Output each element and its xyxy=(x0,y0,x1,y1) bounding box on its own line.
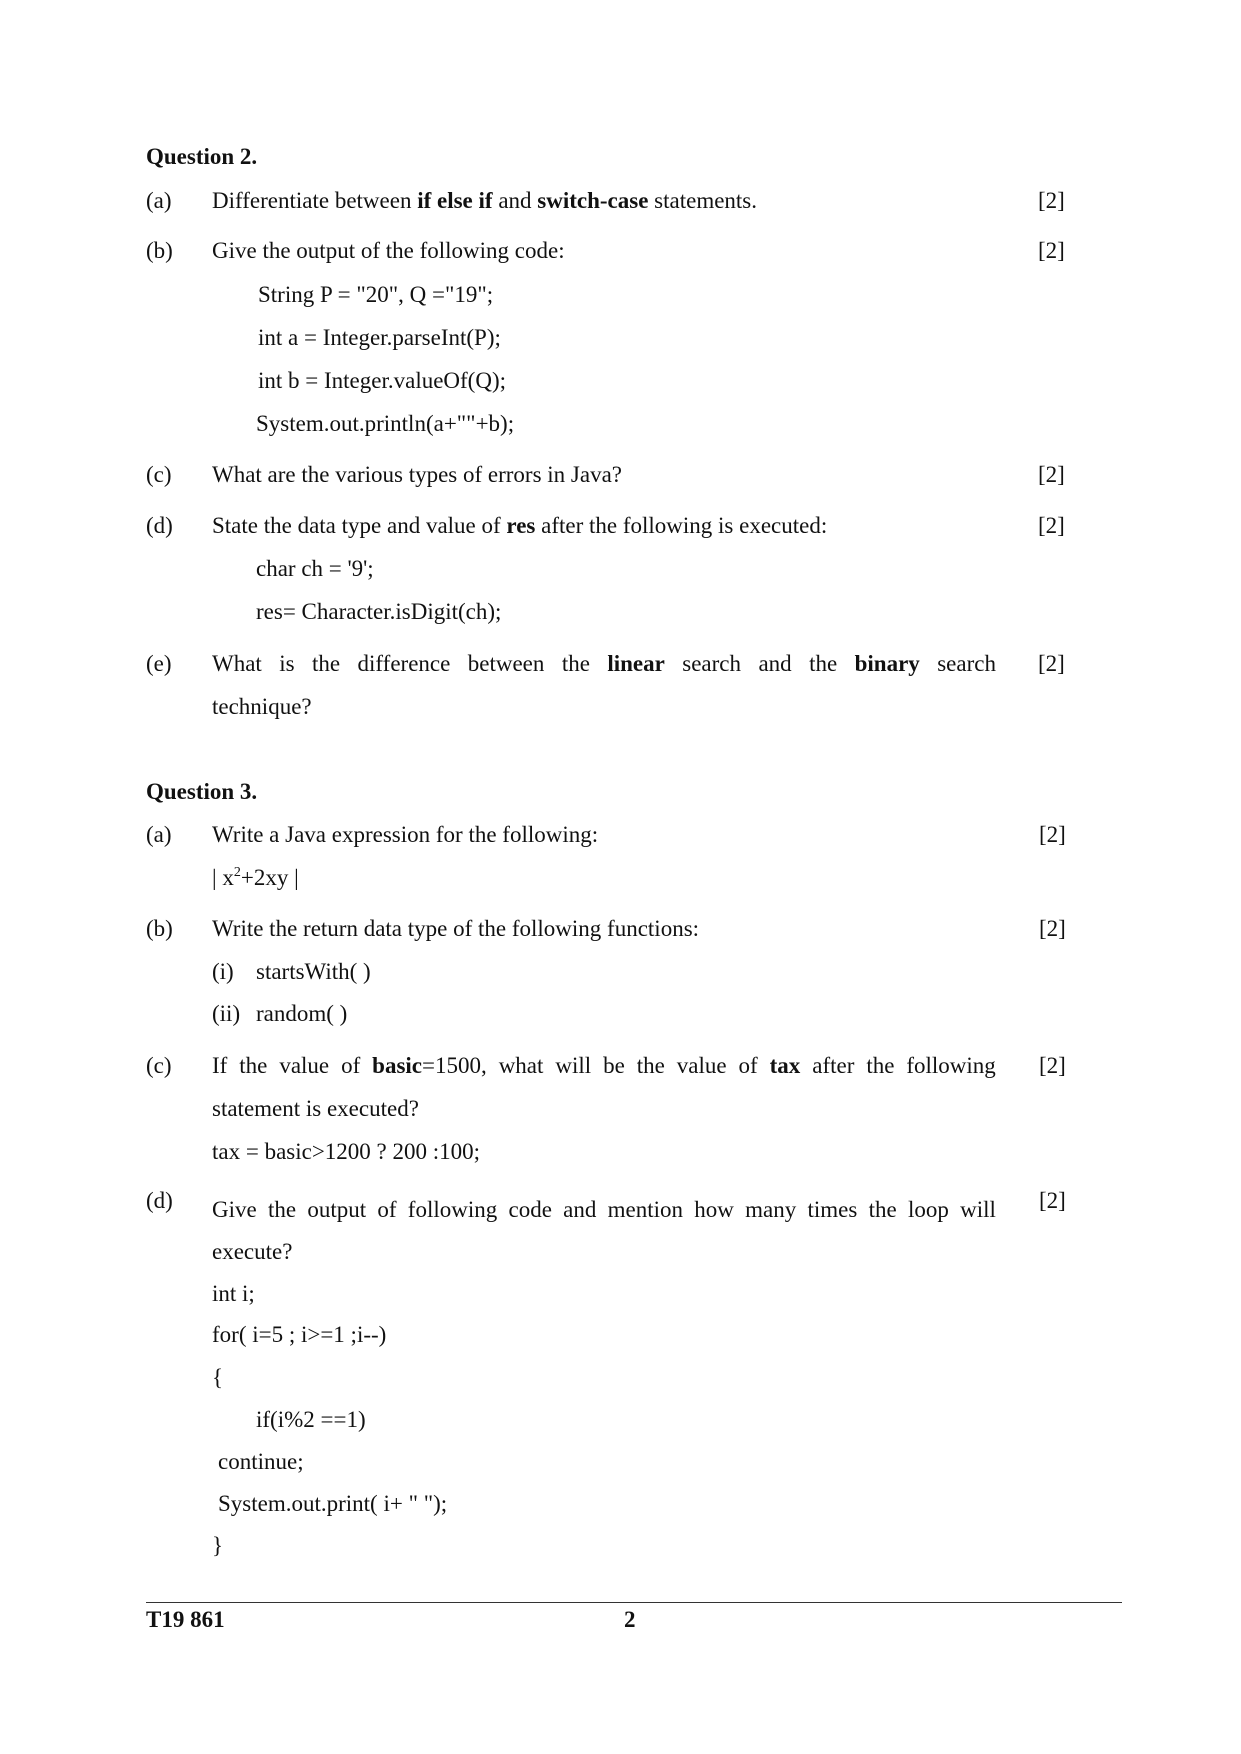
q2e-text-line-1: What is the difference between the linear search and the binary search xyxy=(212,651,996,676)
q3d-code-line: continue; xyxy=(218,1449,304,1474)
q2a-marks: [2] xyxy=(1038,188,1065,213)
q3b-item-number: (i) xyxy=(212,959,234,984)
q3b-item-text: random( ) xyxy=(256,1001,348,1026)
q3d-code-line: for( i=5 ; i>=1 ;i--) xyxy=(212,1322,387,1347)
q3a-expression: | $x^2+2xy$ | xyxy=(212,865,299,890)
q3a-number: (a) xyxy=(146,822,172,847)
q2e-marks: [2] xyxy=(1038,651,1065,676)
question-2-title: Question 2. xyxy=(146,144,258,169)
footer-paper-code: T19 861 xyxy=(146,1607,225,1632)
q3d-marks: [2] xyxy=(1039,1188,1066,1213)
q2b-code-line: int a = Integer.parseInt(P); xyxy=(258,325,501,350)
q2d-code-line: res= Character.isDigit(ch); xyxy=(256,599,502,624)
footer-divider xyxy=(146,1602,1122,1603)
q2b-code-line: String P = "20", Q ="19"; xyxy=(258,282,494,307)
q3d-text-line-2: execute? xyxy=(212,1239,293,1264)
q2a-text: Differentiate between if else if and switch-case statements. xyxy=(212,188,758,213)
q3c-text-line-2: statement is executed? xyxy=(212,1096,419,1121)
q2c-text: What are the various types of errors in Java? xyxy=(212,462,623,487)
q2a-number: (a) xyxy=(146,188,172,213)
footer-page-number: 2 xyxy=(624,1607,636,1632)
q3d-number: (d) xyxy=(146,1188,173,1213)
q3b-item-text: startsWith( ) xyxy=(256,959,371,984)
q3a-text: Write a Java expression for the following: xyxy=(212,822,599,847)
q3d-code-line: { xyxy=(212,1365,224,1390)
q3d-code-line: System.out.print( i+ " "); xyxy=(218,1491,448,1516)
q3c-text-line-1: If the value of basic=1500, what will be the value of tax after the following xyxy=(212,1053,996,1078)
q2b-code-line: System.out.println(a+""+b); xyxy=(256,411,515,436)
q3d-code-line: if(i%2 ==1) xyxy=(256,1407,366,1432)
q2d-number: (d) xyxy=(146,513,173,538)
q3d-code-line: int i; xyxy=(212,1281,255,1306)
q2e-text-line-2: technique? xyxy=(212,694,312,719)
q2b-marks: [2] xyxy=(1038,238,1065,263)
q3a-marks: [2] xyxy=(1039,822,1066,847)
q3d-code-line: } xyxy=(212,1533,224,1558)
question-3-title: Question 3. xyxy=(146,779,258,804)
q3b-item-number: (ii) xyxy=(212,1001,241,1026)
q2d-marks: [2] xyxy=(1038,513,1065,538)
q2c-marks: [2] xyxy=(1038,462,1065,487)
q2b-number: (b) xyxy=(146,238,173,263)
q3b-marks: [2] xyxy=(1039,916,1066,941)
q3c-marks: [2] xyxy=(1039,1053,1066,1078)
q2c-number: (c) xyxy=(146,462,172,487)
q2b-text: Give the output of the following code: xyxy=(212,238,565,263)
q2b-code-line: int b = Integer.valueOf(Q); xyxy=(258,368,507,393)
q2d-code-line: char ch = '9'; xyxy=(256,556,374,581)
q2d-text: State the data type and value of res after the following is executed: xyxy=(212,513,828,538)
q3c-statement: tax = basic>1200 ? 200 :100; xyxy=(212,1139,481,1164)
q3c-number: (c) xyxy=(146,1053,172,1078)
q3b-number: (b) xyxy=(146,916,173,941)
q2e-number: (e) xyxy=(146,651,172,676)
q3b-text: Write the return data type of the following functions: xyxy=(212,916,700,941)
q3d-text-line-1: Give the output of following code and mention how many times the loop will xyxy=(212,1197,996,1222)
